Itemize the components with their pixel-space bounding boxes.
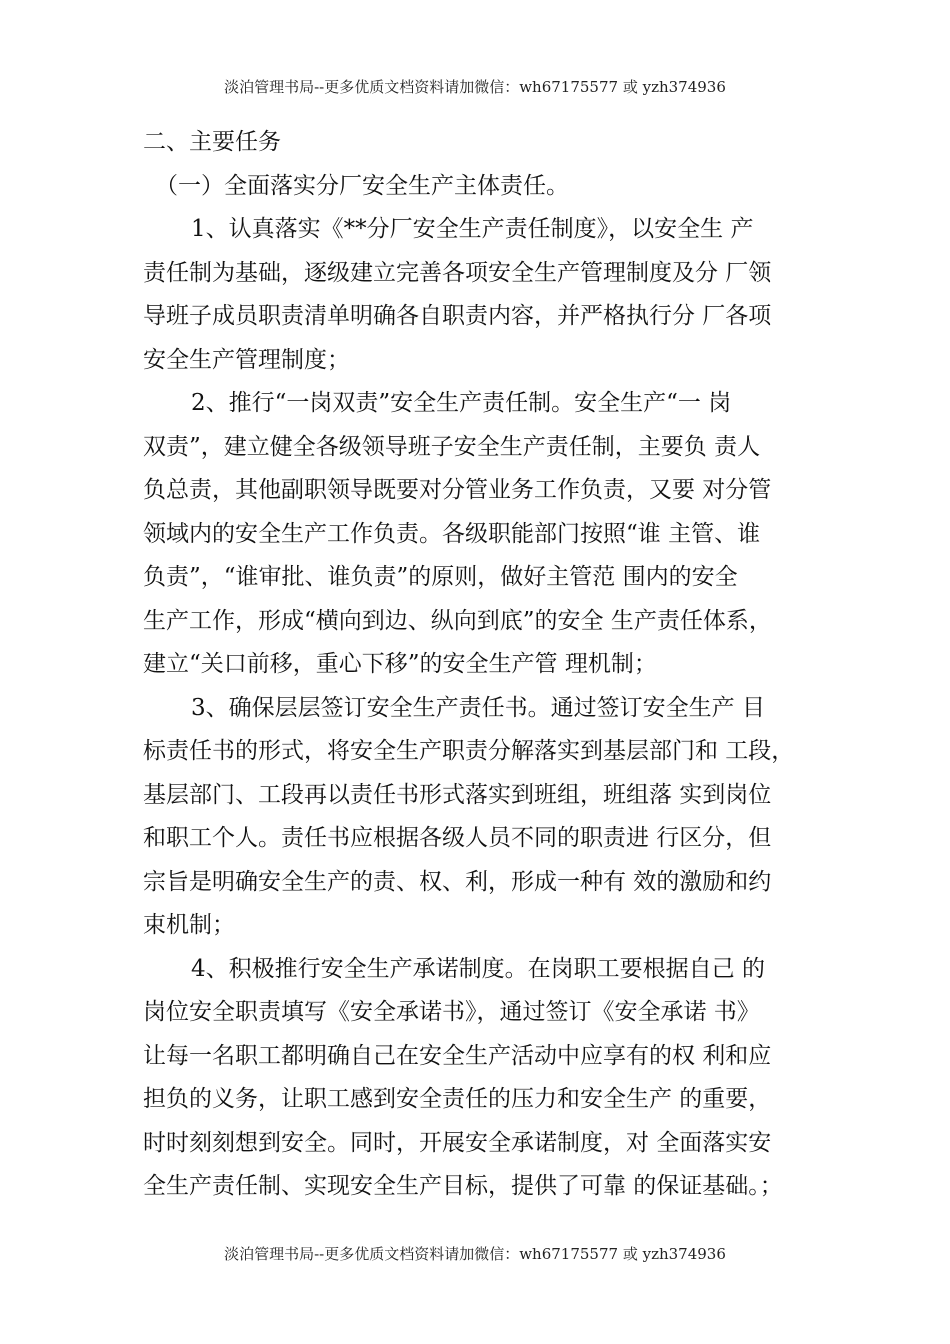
paragraph-line: 双责”，建立健全各级领导班子安全生产责任制，主要负 责人 — [143, 433, 761, 460]
paragraph-line: 负责”，“谁审批、谁负责”的原则，做好主管范 围内的安全 — [143, 564, 738, 590]
paragraph-line: 建立“关口前移，重心下移”的安全生产管 理机制； — [143, 651, 657, 677]
paragraph-line: 标责任书的形式，将安全生产职责分解落实到基层部门和 工段， — [143, 738, 795, 764]
paragraph-2 — [143, 382, 815, 687]
paragraph-line: 4、积极推行安全生产承诺制度。在岗职工要根据自己 的 — [191, 955, 765, 982]
paragraph-line: 宗旨是明确安全生产的责、权、利，形成一种有 效的激励和约 — [143, 868, 772, 895]
document-body — [143, 121, 815, 1209]
paragraph-line: 时时刻刻想到安全。同时，开展安全承诺制度，对 全面落实安 — [143, 1129, 772, 1156]
page-header: 淡泊管理书局--更多优质文档资料请加微信：wh67175577 或 yzh374936 — [224, 78, 726, 96]
paragraph-line: 领域内的安全生产工作负责。各级职能部门按照“谁 主管、谁 — [143, 520, 761, 547]
paragraph-line: 岗位安全职责填写《安全承诺书》，通过签订《安全承诺 书》 — [143, 999, 760, 1025]
paragraph-line: 让每一名职工都明确自己在安全生产活动中应享有的权 利和应 — [143, 1042, 772, 1069]
page-footer: 淡泊管理书局--更多优质文档资料请加微信：wh67175577 或 yzh374936 — [224, 1245, 726, 1263]
paragraph-line: 担负的义务，让职工感到安全责任的压力和安全生产 的重要， — [143, 1086, 772, 1112]
paragraph-line: 3、确保层层签订安全生产责任书。通过签订安全生产 目 — [191, 694, 765, 721]
subsection-title: （一）全面落实分厂安全生产主体责任。 — [155, 172, 569, 199]
paragraph-line: 安全生产管理制度； — [143, 346, 350, 373]
paragraph-line: 全生产责任制、实现安全生产目标，提供了可靠 的保证基础。； — [143, 1173, 783, 1199]
paragraph-line: 2、推行“一岗双责”安全生产责任制。安全生产“一 岗 — [191, 390, 732, 416]
section-title: 二、主要任务 — [143, 129, 281, 155]
paragraph-4 — [143, 948, 815, 1209]
paragraph-line: 束机制； — [143, 912, 235, 938]
paragraph-line: 负总责，其他副职领导既要对分管业务工作负责，又要 对分管 — [143, 477, 772, 503]
paragraph-line: 1、认真落实《**分厂安全生产责任制度》，以安全生 产 — [191, 216, 754, 242]
paragraph-3 — [143, 687, 815, 948]
paragraph-line: 基层部门、工段再以责任书形式落实到班组，班组落 实到岗位 — [143, 781, 772, 808]
paragraph-line: 责任制为基础，逐级建立完善各项安全生产管理制度及分 厂领 — [143, 259, 772, 286]
paragraph-line: 和职工个人。责任书应根据各级人员不同的职责进 行区分，但 — [143, 825, 772, 851]
paragraph-line: 生产工作，形成“横向到边、纵向到底”的安全 生产责任体系， — [143, 607, 772, 634]
paragraph-line: 导班子成员职责清单明确各自职责内容，并严格执行分 厂各项 — [143, 303, 772, 329]
paragraph-1 — [143, 208, 815, 382]
